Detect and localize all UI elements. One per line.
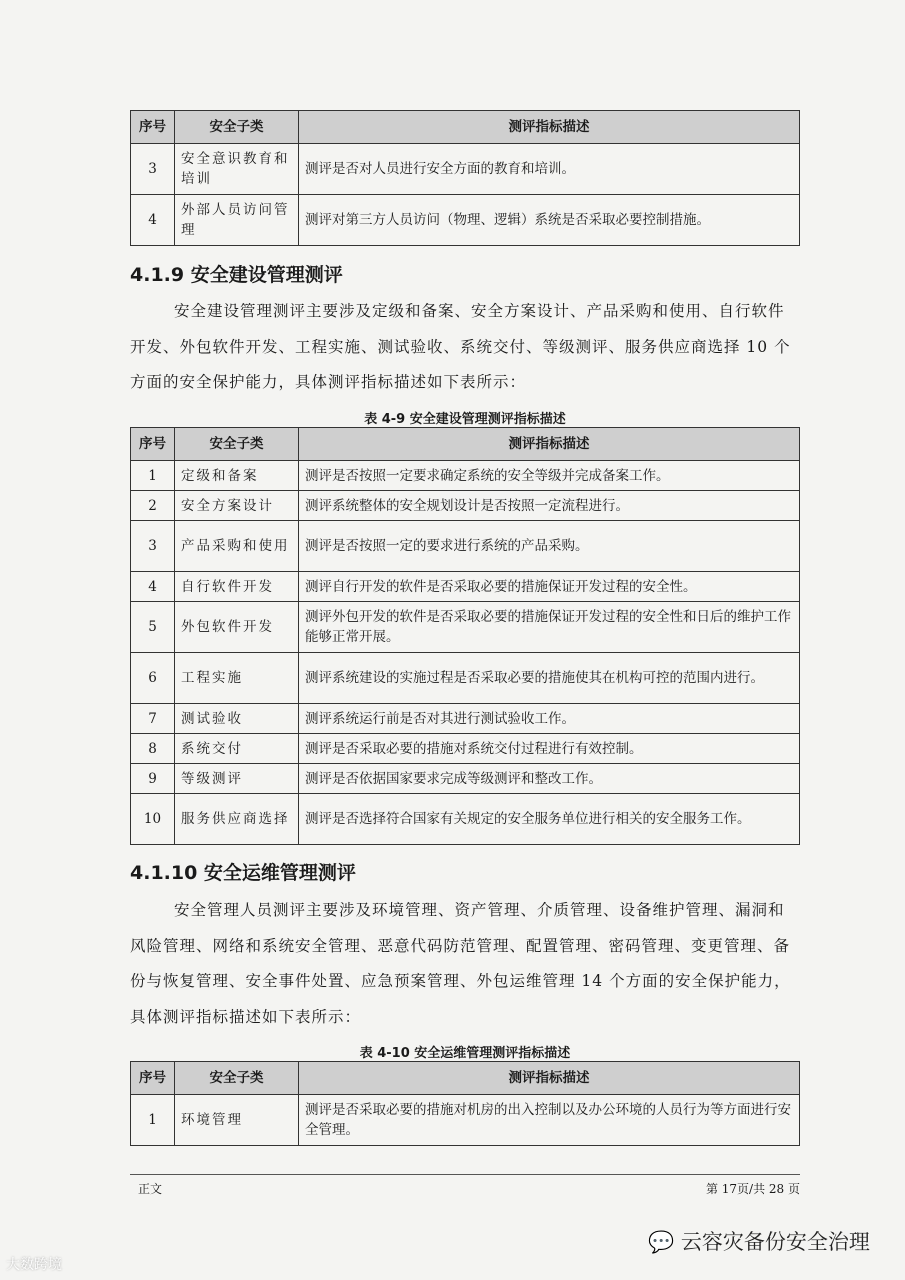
cell-no: 5 — [131, 602, 175, 653]
table-header — [131, 1062, 800, 1095]
section-heading-4-1-9: 4.1.9 安全建设管理测评 — [130, 264, 343, 286]
header-desc: 测评指标描述 — [299, 1062, 800, 1095]
cell-sub: 服务供应商选择 — [175, 794, 299, 845]
cell-no: 1 — [131, 1095, 175, 1146]
table-row — [131, 491, 800, 521]
cell-sub: 定级和备案 — [175, 461, 299, 491]
cell-no: 3 — [131, 521, 175, 572]
cell-desc: 测评是否按照一定要求确定系统的安全等级并完成备案工作。 — [299, 461, 800, 491]
watermark-right-text: 云容灾备份安全治理 — [680, 1230, 870, 1254]
table-row — [131, 653, 800, 704]
cell-sub: 系统交付 — [175, 734, 299, 764]
cell-sub: 产品采购和使用 — [175, 521, 299, 572]
table-row — [131, 734, 800, 764]
cell-no: 4 — [131, 572, 175, 602]
cell-sub: 外包软件开发 — [175, 602, 299, 653]
section-paragraph: 安全管理人员测评主要涉及环境管理、资产管理、介质管理、设备维护管理、漏洞和风险管理、网络和系统安全管理、恶意代码防范管理、配置管理、密码管理、变更管理、备份与恢复管理、安全事件处置、应急预案管理、外包运维管理 14 个方面的安全保护能力，具体测评指标描述如下表所示： — [130, 901, 791, 1026]
table-caption: 表 4-10 安全运维管理测评指标描述 — [359, 1046, 571, 1061]
header-no: 序号 — [131, 111, 175, 144]
table-row — [131, 602, 800, 653]
cell-desc: 测评系统整体的安全规划设计是否按照一定流程进行。 — [299, 491, 800, 521]
cell-sub: 自行软件开发 — [175, 572, 299, 602]
header-sub: 安全子类 — [175, 428, 299, 461]
cell-no: 10 — [131, 794, 175, 845]
header-desc: 测评指标描述 — [299, 428, 800, 461]
cell-no: 6 — [131, 653, 175, 704]
cell-no: 1 — [131, 461, 175, 491]
wechat-icon: 💬 — [648, 1230, 675, 1254]
section-heading-4-1-10: 4.1.10 安全运维管理测评 — [130, 862, 356, 884]
header-desc: 测评指标描述 — [299, 111, 800, 144]
footer-section: 正文 — [138, 1182, 163, 1196]
cell-desc: 测评系统建设的实施过程是否采取必要的措施使其在机构可控的范围内进行。 — [299, 653, 800, 704]
cell-desc: 测评自行开发的软件是否采取必要的措施保证开发过程的安全性。 — [299, 572, 800, 602]
table-4-10 — [130, 1061, 800, 1146]
table-header — [131, 428, 800, 461]
table-row — [131, 704, 800, 734]
table-top — [130, 110, 800, 246]
cell-sub: 安全意识教育和培训 — [175, 144, 299, 195]
cell-sub: 测试验收 — [175, 704, 299, 734]
header-sub: 安全子类 — [175, 111, 299, 144]
cell-desc: 测评对第三方人员访问（物理、逻辑）系统是否采取必要控制措施。 — [299, 195, 800, 246]
table-4-9 — [130, 427, 800, 845]
table-row — [131, 764, 800, 794]
cell-no: 9 — [131, 764, 175, 794]
cell-desc: 测评是否按照一定的要求进行系统的产品采购。 — [299, 521, 800, 572]
cell-desc: 测评是否对人员进行安全方面的教育和培训。 — [299, 144, 800, 195]
cell-sub: 等级测评 — [175, 764, 299, 794]
cell-sub: 外部人员访问管理 — [175, 195, 299, 246]
cell-no: 4 — [131, 195, 175, 246]
cell-no: 2 — [131, 491, 175, 521]
table-header — [131, 111, 800, 144]
cell-desc: 测评系统运行前是否对其进行测试验收工作。 — [299, 704, 800, 734]
cell-sub: 工程实施 — [175, 653, 299, 704]
cell-no: 7 — [131, 704, 175, 734]
cell-no: 8 — [131, 734, 175, 764]
table-row — [131, 461, 800, 491]
cell-desc: 测评是否采取必要的措施对机房的出入控制以及办公环境的人员行为等方面进行安全管理。 — [299, 1095, 800, 1146]
header-no: 序号 — [131, 428, 175, 461]
watermark-left: 大数跨境 — [6, 1257, 62, 1273]
cell-sub: 安全方案设计 — [175, 491, 299, 521]
table-caption: 表 4-9 安全建设管理测评指标描述 — [364, 412, 566, 427]
table-row — [131, 144, 800, 195]
cell-desc: 测评是否依据国家要求完成等级测评和整改工作。 — [299, 764, 800, 794]
table-row — [131, 572, 800, 602]
watermark-right — [648, 1226, 870, 1256]
cell-desc: 测评是否选择符合国家有关规定的安全服务单位进行相关的安全服务工作。 — [299, 794, 800, 845]
table-row — [131, 1095, 800, 1146]
table-row — [131, 195, 800, 246]
table-row — [131, 521, 800, 572]
section-paragraph: 安全建设管理测评主要涉及定级和备案、安全方案设计、产品采购和使用、自行软件开发、外包软件开发、工程实施、测试验收、系统交付、等级测评、服务供应商选择 10 个方面的安全保护能力，具体测评指标描述如下表所示： — [130, 302, 791, 391]
cell-sub: 环境管理 — [175, 1095, 299, 1146]
page-number: 第 17页/共 28 页 — [705, 1182, 800, 1196]
header-sub: 安全子类 — [175, 1062, 299, 1095]
cell-desc: 测评是否采取必要的措施对系统交付过程进行有效控制。 — [299, 734, 800, 764]
cell-no: 3 — [131, 144, 175, 195]
table-row — [131, 794, 800, 845]
cell-desc: 测评外包开发的软件是否采取必要的措施保证开发过程的安全性和日后的维护工作能够正常开展。 — [299, 602, 800, 653]
footer-rule — [130, 1174, 800, 1175]
header-no: 序号 — [131, 1062, 175, 1095]
